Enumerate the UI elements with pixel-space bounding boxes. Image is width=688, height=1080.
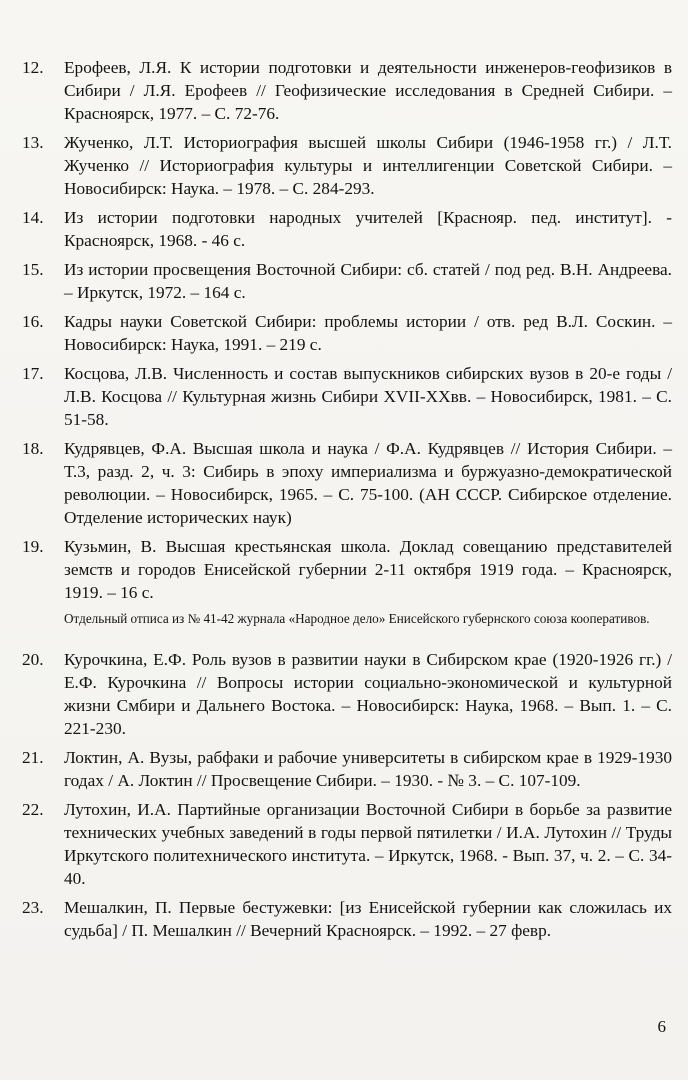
bibliography-entry-20 [22, 648, 672, 740]
entry-number: 12. [22, 58, 44, 77]
bibliography-entry-19 [22, 535, 672, 642]
entry-text: Косцова, Л.В. Численность и состав выпускников сибирских вузов в 20-е годы / Л.В. Косцова // Культурная жизнь Сибири XVII-XXвв. – Новосибирск, 1981. – С. 51-58. [64, 364, 672, 429]
entry-text: Курочкина, Е.Ф. Роль вузов в развитии науки в Сибирском крае (1920-1926 гг.) / Е.Ф. Курочкина // Вопросы истории социально-экономической и культурной жизни Смбири и Дальнего Востока. – Новосибирск: Наука, 1968. – Вып. 1. – С. 221-230. [64, 650, 672, 738]
entry-text: Кудрявцев, Ф.А. Высшая школа и наука / Ф.А. Кудрявцев // История Сибири. – Т.3, разд. 2, ч. 3: Сибирь в эпоху империализма и буржуазно-демократической революции. – Новосибирск, 1965. – С. 75-100. (АН СССР. Сибирское отделение. Отделение исторических наук) [64, 439, 672, 527]
entry-text: Кузьмин, В. Высшая крестьянская школа. Доклад совещанию представителей земств и городов Енисейской губернии 2-11 октября 1919 года. – Красноярск, 1919. – 16 с. [64, 537, 672, 602]
entry-text: Из истории просвещения Восточной Сибири: сб. статей / под ред. В.Н. Андреева. – Иркутск, 1972. – 164 с. [64, 260, 672, 302]
bibliography-entry-16 [22, 310, 672, 356]
bibliography-entry-17 [22, 362, 672, 431]
entry-text: Лутохин, И.А. Партийные организации Восточной Сибири в борьбе за развитие технических учебных заведений в годы первой пятилетки / И.А. Лутохин // Труды Иркутского политехнического института. – Иркутск, 1968. - Вып. 37, ч. 2. – С. 34-40. [64, 800, 672, 888]
entry-text: Жученко, Л.Т. Историография высшей школы Сибири (1946-1958 гг.) / Л.Т. Жученко // Историография культуры и интеллигенции Советской Сибири. – Новосибирск: Наука. – 1978. – С. 284-293. [64, 133, 672, 198]
bibliography-entry-23 [22, 896, 672, 942]
entry-text: Кадры науки Советской Сибири: проблемы истории / отв. ред В.Л. Соскин. – Новосибирск: Наука, 1991. – 219 с. [64, 312, 672, 354]
entry-text: Ерофеев, Л.Я. К истории подготовки и деятельности инженеров-геофизиков в Сибири / Л.Я. Ерофеев // Геофизические исследования в Средней Сибири. – Красноярск, 1977. – С. 72-76. [64, 58, 672, 123]
entry-number: 20. [22, 650, 44, 669]
entry-number: 15. [22, 260, 44, 279]
page-number: 6 [657, 1017, 666, 1036]
entry-note: Отдельный отписа из № 41-42 журнала «Народное дело» Енисейского губернского союза кооперативов. [64, 611, 650, 626]
entry-text: Мешалкин, П. Первые бестужевки: [из Енисейской губернии как сложилась их судьба] / П. Мешалкин // Вечерний Красноярск. – 1992. – 27 февр. [64, 898, 672, 940]
entry-text: Локтин, А. Вузы, рабфаки и рабочие университеты в сибирском крае в 1929-1930 годах / А. Локтин // Просвещение Сибири. – 1930. - № 3. – С. 107-109. [64, 748, 672, 790]
entry-number: 13. [22, 133, 44, 152]
bibliography-list [22, 56, 672, 948]
bibliography-entry-22 [22, 798, 672, 890]
entry-number: 21. [22, 748, 44, 767]
bibliography-entry-14 [22, 206, 672, 252]
bibliography-entry-18 [22, 437, 672, 529]
bibliography-entry-13 [22, 131, 672, 200]
entry-body [64, 535, 672, 642]
entry-number: 16. [22, 312, 44, 331]
entry-number: 19. [22, 537, 44, 556]
entry-number: 17. [22, 364, 44, 383]
entry-number: 23. [22, 898, 44, 917]
bibliography-entry-21 [22, 746, 672, 792]
bibliography-entry-15 [22, 258, 672, 304]
entry-number: 14. [22, 208, 44, 227]
entry-number: 22. [22, 800, 44, 819]
entry-number: 18. [22, 439, 44, 458]
bibliography-entry-12 [22, 56, 672, 125]
entry-text: Из истории подготовки народных учителей [Краснояр. пед. институт]. - Красноярск, 1968. - 46 с. [64, 208, 672, 250]
